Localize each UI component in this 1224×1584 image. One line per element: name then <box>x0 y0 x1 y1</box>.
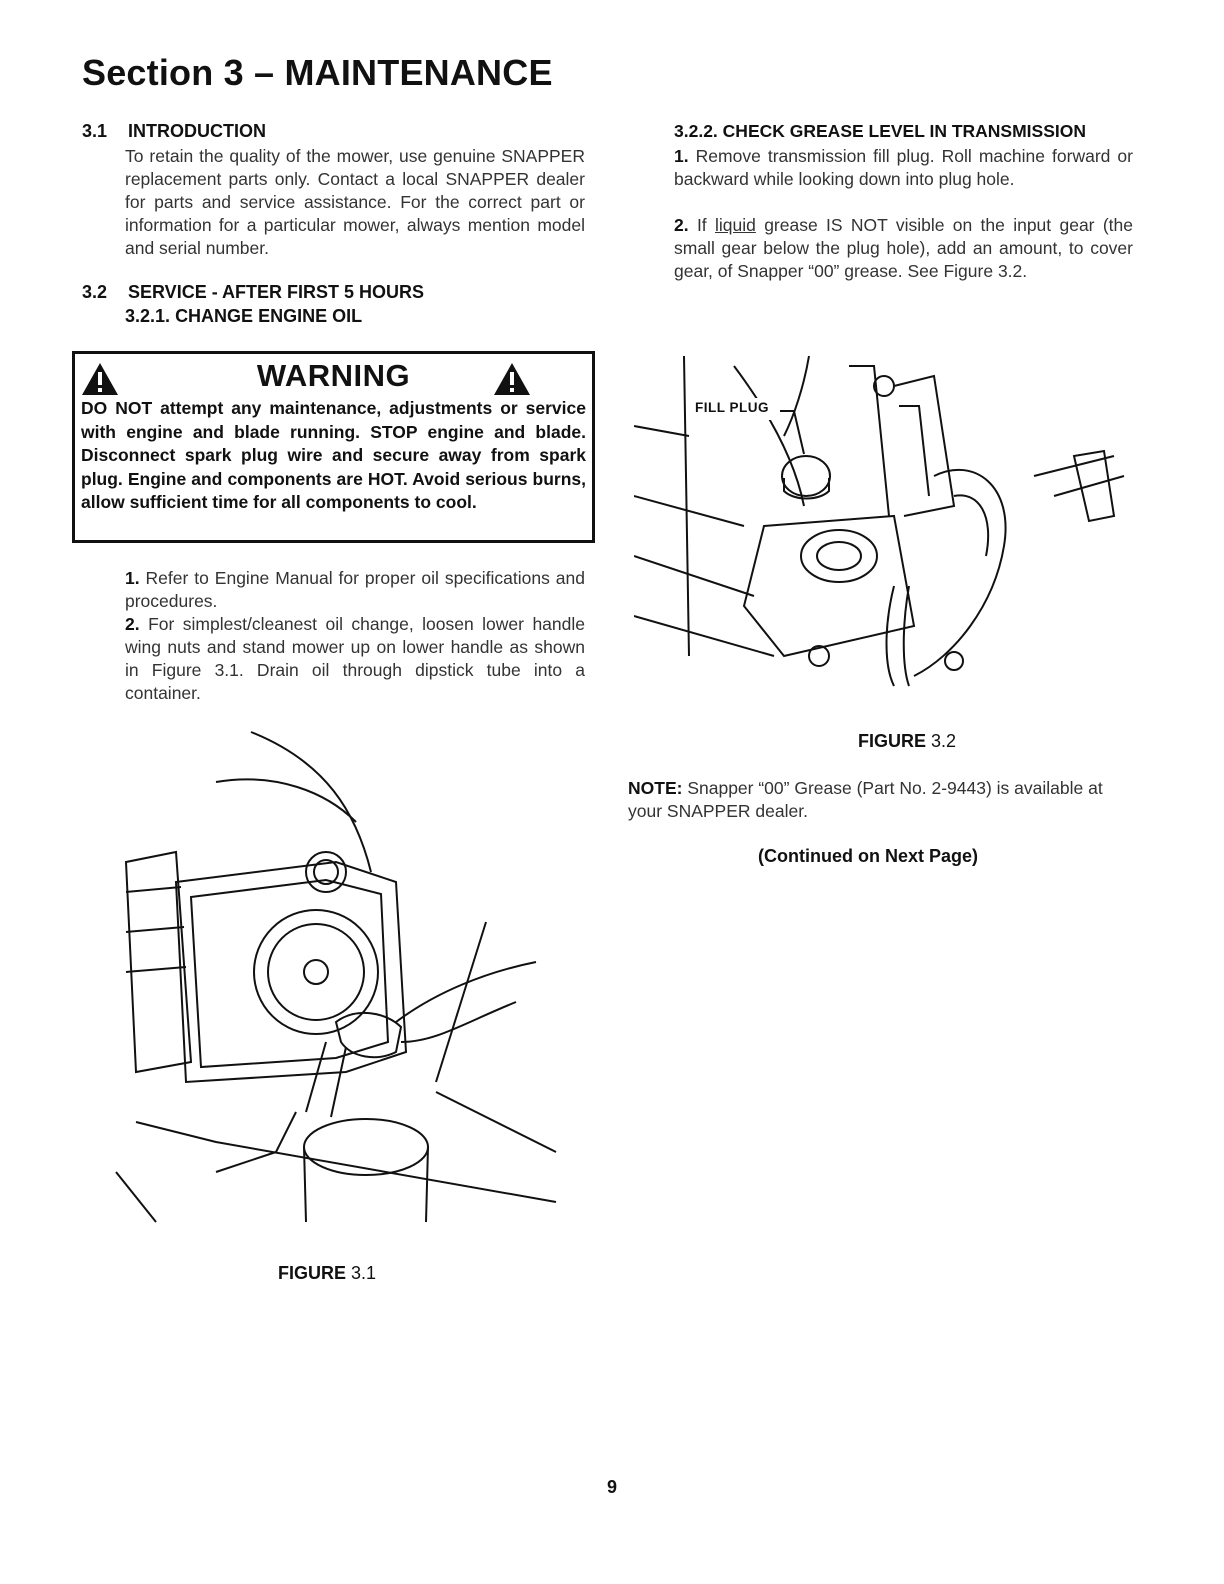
figure-label: FIGURE <box>278 1263 347 1283</box>
section-3-2-1-heading <box>125 306 362 327</box>
grease-step-1 <box>674 145 1133 191</box>
oil-step-1 <box>125 567 585 613</box>
warning-title: WARNING <box>256 358 411 393</box>
mower-oil-drain-drawing <box>96 722 571 1227</box>
step-text-underlined: liquid <box>715 215 756 235</box>
step-number: 1. <box>674 146 689 166</box>
warning-text: DO NOT attempt any maintenance, adjustments or service with engine and blade running. STOP engine and blade. Disconnect spark plug wire and secure away from spark plug. Engine and components are HOT. Avoid serious burns, allow sufficient time for all components to cool. <box>81 398 586 512</box>
figure-3-2-illustration <box>634 326 1134 694</box>
section-number: 3.1 <box>82 121 108 141</box>
step-text-pre: If <box>696 215 707 235</box>
section-3-2-2-heading <box>674 121 1086 142</box>
figure-3-1-caption <box>278 1263 376 1284</box>
figure-number: 3.1 <box>351 1263 377 1283</box>
intro-paragraph: To retain the quality of the mower, use genuine SNAPPER replacement parts only. Contact a local SNAPPER dealer for parts and service assistance. For the correct part or information for a particular mower, always mention model and serial number. <box>125 146 585 258</box>
step-text: Remove transmission fill plug. Roll machine forward or backward while looking down into plug hole. <box>674 146 1133 189</box>
figure-3-1-illustration <box>96 722 571 1227</box>
section-title: INTRODUCTION <box>128 121 266 141</box>
section-title: SERVICE - AFTER FIRST 5 HOURS <box>128 282 425 302</box>
page-title: Section 3 – MAINTENANCE <box>82 52 553 93</box>
page-number: 9 <box>606 1477 617 1497</box>
step-number: 2. <box>125 614 140 634</box>
warning-triangle-icon <box>493 362 531 396</box>
figure-number: 3.2 <box>931 731 957 751</box>
subsection-number: 3.2.1. <box>125 306 171 326</box>
oil-step-2 <box>125 613 585 705</box>
step-number: 1. <box>125 568 140 588</box>
continued-notice: (Continued on Next Page) <box>758 846 978 866</box>
step-text: For simplest/cleanest oil change, loosen lower handle wing nuts and stand mower up on lower handle as shown in Figure 3.1. Drain oil through dipstick tube into a container. <box>125 614 585 703</box>
warning-box <box>72 351 595 543</box>
figure-label: FIGURE <box>858 731 927 751</box>
grease-note <box>628 777 1133 823</box>
note-text: Snapper “00” Grease (Part No. 2-9443) is available at your SNAPPER dealer. <box>628 778 1103 821</box>
section-3-1-heading <box>82 121 266 142</box>
note-label: NOTE: <box>628 778 683 798</box>
step-number: 2. <box>674 215 689 235</box>
subsection-title: CHECK GREASE LEVEL IN TRANSMISSION <box>722 121 1087 141</box>
subsection-title: CHANGE ENGINE OIL <box>175 306 363 326</box>
transmission-fill-plug-drawing <box>634 326 1134 694</box>
step-text: Refer to Engine Manual for proper oil specifications and procedures. <box>125 568 585 611</box>
section-3-2-heading <box>82 282 424 303</box>
fill-plug-callout: FILL PLUG <box>695 400 769 415</box>
figure-3-2-caption <box>858 731 956 752</box>
grease-step-2 <box>674 214 1133 283</box>
subsection-number: 3.2.2. <box>674 121 718 141</box>
section-number: 3.2 <box>82 282 108 302</box>
step-text-post: grease IS NOT visible on the input gear (the small gear below the plug hole), add an amount, to cover gear, of Snapper “00” grease. See Figure 3.2. <box>674 215 1133 281</box>
